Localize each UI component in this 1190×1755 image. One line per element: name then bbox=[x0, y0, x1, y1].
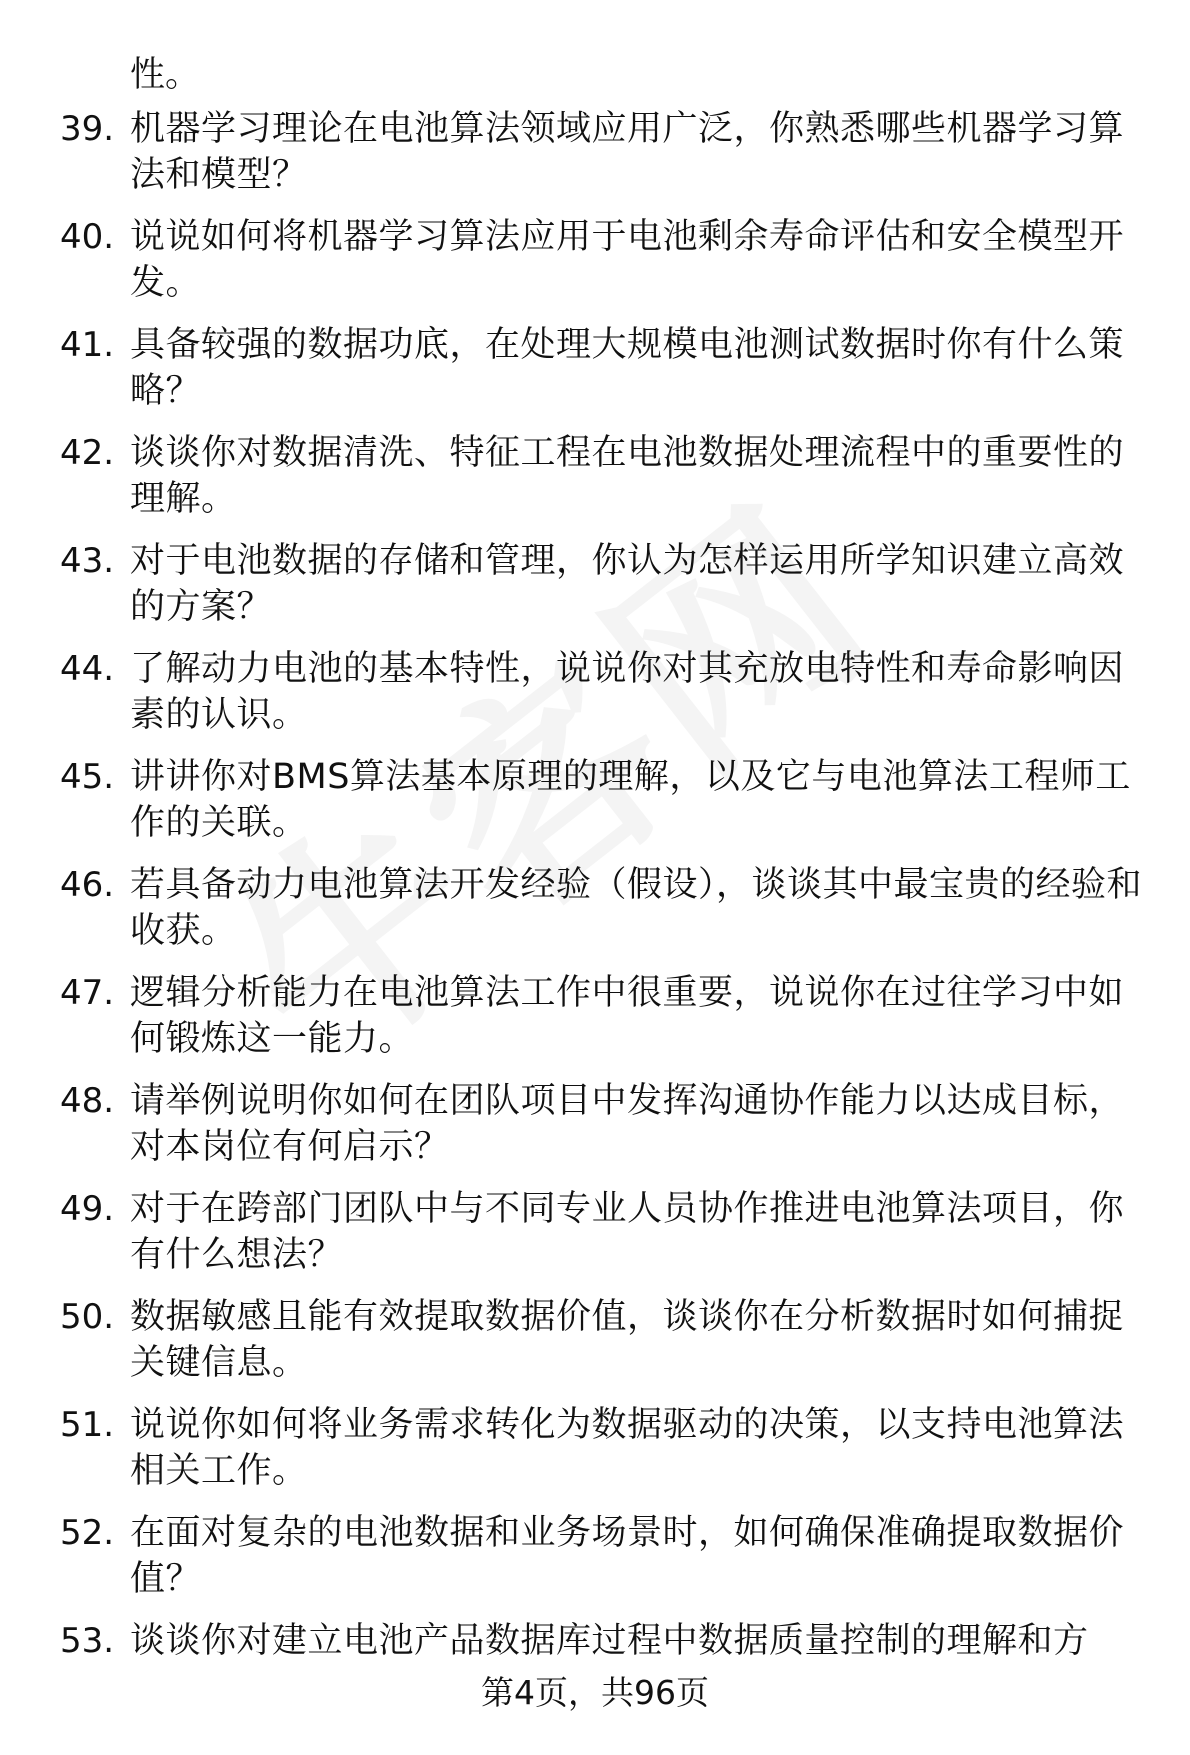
list-item bbox=[60, 1510, 1150, 1602]
question-text: 讲讲你对BMS算法基本原理的理解，以及它与电池算法工程师工作的关联。 bbox=[130, 757, 1131, 843]
question-number: 48. bbox=[60, 1081, 115, 1121]
list-item bbox=[60, 1186, 1150, 1278]
question-number: 46. bbox=[60, 865, 115, 905]
question-number: 50. bbox=[60, 1297, 115, 1337]
question-text: 在面对复杂的电池数据和业务场景时，如何确保准确提取数据价值？ bbox=[130, 1513, 1125, 1599]
list-item bbox=[60, 970, 1150, 1062]
list-item bbox=[60, 862, 1150, 954]
question-text: 说说你如何将业务需求转化为数据驱动的决策，以支持电池算法相关工作。 bbox=[130, 1405, 1125, 1491]
question-number: 42. bbox=[60, 433, 115, 473]
list-item bbox=[60, 646, 1150, 738]
list-item bbox=[60, 1402, 1150, 1494]
question-number: 49. bbox=[60, 1189, 115, 1229]
question-text: 数据敏感且能有效提取数据价值，谈谈你在分析数据时如何捕捉关键信息。 bbox=[130, 1297, 1125, 1383]
question-number: 39. bbox=[60, 109, 115, 149]
question-number: 45. bbox=[60, 757, 115, 797]
page-footer: 第4页，共96页 bbox=[481, 1673, 709, 1712]
continuation-text: 性。 bbox=[130, 55, 201, 95]
question-text: 说说如何将机器学习算法应用于电池剩余寿命评估和安全模型开发。 bbox=[130, 217, 1125, 303]
question-text: 谈谈你对数据清洗、特征工程在电池数据处理流程中的重要性的理解。 bbox=[130, 433, 1125, 519]
list-item bbox=[60, 1618, 1150, 1664]
question-text: 具备较强的数据功底，在处理大规模电池测试数据时你有什么策略？ bbox=[130, 325, 1125, 411]
question-number: 40. bbox=[60, 217, 115, 257]
question-text: 谈谈你对建立电池产品数据库过程中数据质量控制的理解和方 bbox=[130, 1621, 1089, 1661]
list-item bbox=[60, 322, 1150, 414]
list-item bbox=[60, 214, 1150, 306]
question-text: 了解动力电池的基本特性，说说你对其充放电特性和寿命影响因素的认识。 bbox=[130, 649, 1125, 735]
question-text: 对于在跨部门团队中与不同专业人员协作推进电池算法项目，你有什么想法？ bbox=[130, 1189, 1125, 1275]
question-text: 请举例说明你如何在团队项目中发挥沟通协作能力以达成目标，对本岗位有何启示？ bbox=[130, 1081, 1125, 1167]
question-number: 51. bbox=[60, 1405, 115, 1445]
question-number: 41. bbox=[60, 325, 115, 365]
question-number: 43. bbox=[60, 541, 115, 581]
question-number: 47. bbox=[60, 973, 115, 1013]
question-number: 44. bbox=[60, 649, 115, 689]
question-number: 53. bbox=[60, 1621, 115, 1661]
question-number: 52. bbox=[60, 1513, 115, 1553]
question-text: 若具备动力电池算法开发经验（假设），谈谈其中最宝贵的经验和收获。 bbox=[130, 865, 1143, 951]
list-item bbox=[60, 538, 1150, 630]
list-item bbox=[60, 754, 1150, 846]
list-item bbox=[60, 1078, 1150, 1170]
question-text: 对于电池数据的存储和管理，你认为怎样运用所学知识建立高效的方案？ bbox=[130, 541, 1125, 627]
list-item bbox=[60, 430, 1150, 522]
question-text: 逻辑分析能力在电池算法工作中很重要，说说你在过往学习中如何锻炼这一能力。 bbox=[130, 973, 1125, 1059]
question-text: 机器学习理论在电池算法领域应用广泛，你熟悉哪些机器学习算法和模型？ bbox=[130, 109, 1125, 195]
question-list bbox=[60, 106, 1150, 1680]
list-item bbox=[60, 1294, 1150, 1386]
list-item bbox=[60, 106, 1150, 198]
